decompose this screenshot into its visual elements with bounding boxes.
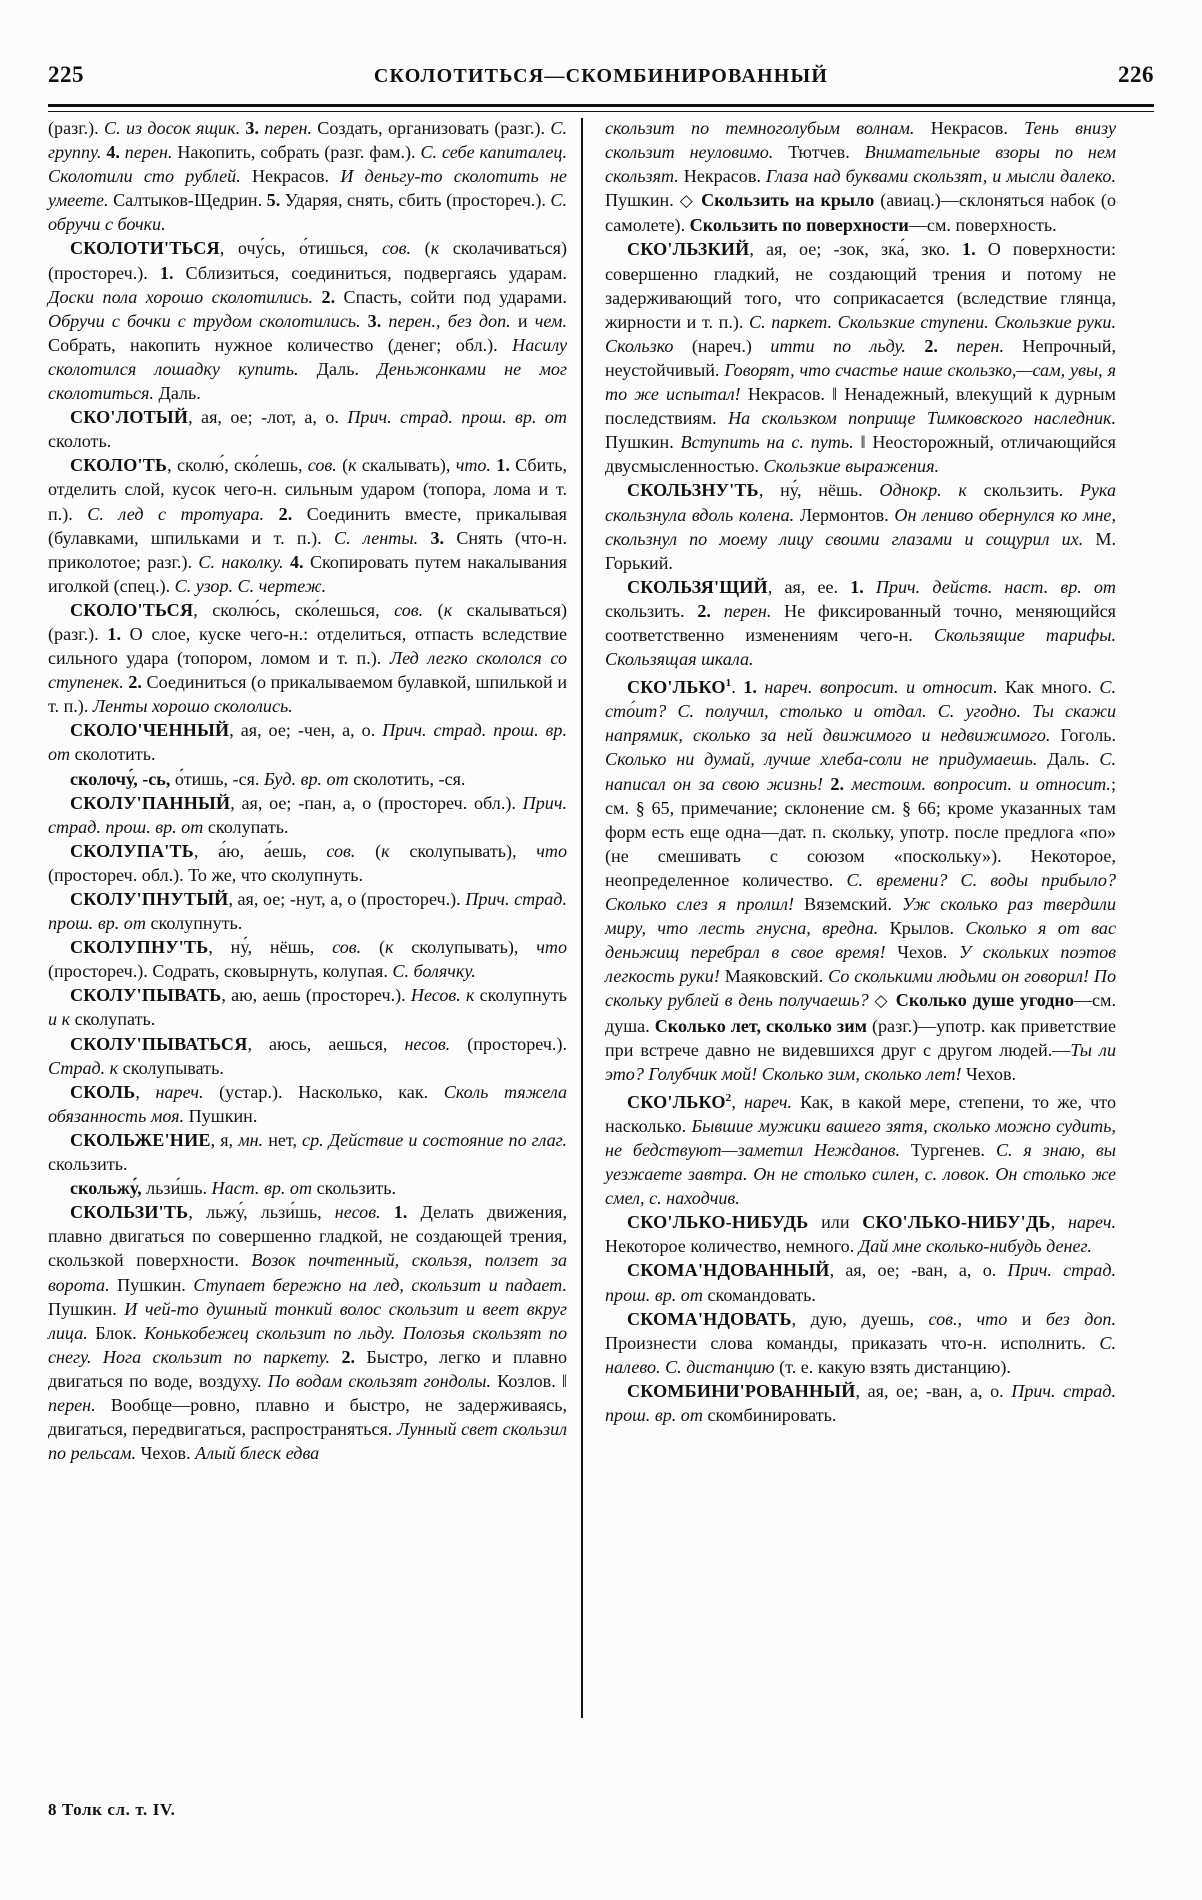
folio-left: 225 [48, 62, 84, 87]
dictionary-entry: СКОЛУ'ПАННЫЙ, ая, ое; -пан, а, о (простореч. обл.). Прич. страд. прош. вр. от сколупать. [48, 792, 567, 837]
dictionary-entry: СКО'ЛЬКО-НИБУДЬ или СКО'ЛЬКО-НИБУ'ДЬ, нареч. Некоторое количество, немного. Дай мне сколько-нибудь денег. [605, 1212, 1116, 1257]
dictionary-entry: СКОЛУ'ПЫВАТЬСЯ, аюсь, аешься, несов. (простореч.). Страд. к сколупывать. [48, 1033, 568, 1078]
page-footer: 8 Толк сл. т. IV. [48, 1800, 176, 1819]
dictionary-entry: СКО'ЛЬЗКИЙ, ая, ое; -зок, зка́, зко. 1. О поверхности: совершенно гладкий, не создающий трения и потому не задерживающий того, что соприкасается (вследствие глянца, жирности и т. п.). С. паркет. Скользкие ступени. Скользкие руки. Скользко (нареч.) итти по льду. 2. перен. Непрочный, неустойчивый. Говорят, что счастье наше скользко,—сам, увы, я то же испытал! Некрасов. ‖ Ненадежный, влекущий к дурным последствиям. На скользком поприще Тимковского наследник. Пушкин. Вступить на с. путь. ‖ Неосторожный, отличающийся двусмысленностью. Скользкие выражения. [605, 239, 1117, 477]
running-head [48, 62, 1154, 96]
dictionary-entry: СКОЛО'ЧЕННЫЙ, ая, ое; -чен, а, о. Прич. страд. прош. вр. от сколотить. [48, 720, 567, 765]
header-rule [48, 104, 1154, 112]
running-title: СКОЛОТИТЬСЯ—СКОМБИНИРОВАННЫЙ [373, 65, 829, 87]
dictionary-entry: СКОЛЬЗИ'ТЬ, льжу́, льзи́шь, несов. 1. Делать движения, плавно двигаться по совершенно гладкой, не создающей трения, скользкой поверхности. Возок почтенный, скользя, ползет за ворота. Пушкин. Ступает бережно на лед, скользит и падает. Пушкин. И чей-то душный тонкий волос скользит и веет вкруг лица. Блок. Конькобежец скользит по льду. Полозья скользят по снегу. Нога скользит по паркету. 2. Быстро, легко и плавно двигаться по воде, воздуху. По водам скользят гондолы. Козлов. ‖ перен. Вообще—ровно, плавно и быстро, не задерживаясь, двигаться, передвигаться, распространяться. Лунный свет скользил по рельсам. Чехов. Алый блеск едва [48, 1202, 568, 1464]
inflected-form-entry: сколочу́, -сь, о́тишь, -ся. Буд. вр. от сколотить, -ся. [70, 768, 466, 789]
entry-continuation: скользит по темноголубым волнам. Некрасов. Тень внизу скользит неуловимо. Тютчев. Внимательные взоры по нем скользят. Некрасов. Глаза над буквами скользят, и мысли далеко. Пушкин. ◇ Скользить на крыло (авиац.)—склоняться набок (о самолете). Скользить по поверхности—см. поверхность. [605, 118, 1116, 236]
dictionary-entry: СКОЛО'ТЬ, сколю́, ско́лешь, сов. (к скалывать), что. 1. Сбить, отделить слой, кусок чего-н. сильным ударом (топора, лома и т. п.). С. лед с тротуара. 2. Соединить вместе, прикалывая (булавками, шпильками и т. п.). С. ленты. 3. Снять (что-н. приколотое; разг.). С. наколку. 4. Скопировать путем накалывания иголкой (спец.). С. узор. С. чертеж. [48, 455, 567, 596]
dictionary-entry: СКО'ЛОТЫЙ, ая, ое; -лот, а, о. Прич. страд. прош. вр. от сколоть. [48, 407, 567, 452]
dictionary-entry: СКОЛОТИ'ТЬСЯ, очу́сь, о́тишься, сов. (к сколачиваться) (простореч.). 1. Сблизиться, соединиться, подвергаясь ударам. Доски пола хорошо сколотились. 2. Спасть, сойти под ударами. Обручи с бочки с трудом сколотились. 3. перен., без доп. и чем. Собрать, накопить нужное количество (денег; обл.). Насилу сколотился лошадку купить. Даль. Деньжонками не мог сколотиться. Даль. [48, 238, 568, 404]
dictionary-entry: СКОЛУПНУ'ТЬ, ну́, нёшь, сов. (к сколупывать), что (простореч.). Содрать, сковырнуть, колупая. С. болячку. [48, 937, 567, 982]
dictionary-entry: СКОЛЬЗЯ'ЩИЙ, ая, ее. 1. Прич. действ. наст. вр. от скользить. 2. перен. Не фиксированный точно, меняющийся соответственно изменениям чего-н. Скользящие тарифы. Скользящая шкала. [605, 576, 1117, 670]
dictionary-entry: СКОЛУПА'ТЬ, а́ю, а́ешь, сов. (к сколупывать), что (простореч. обл.). То же, что сколупнуть. [48, 840, 568, 885]
right-column [583, 116, 1116, 1776]
entry-continuation: (разг.). С. из досок ящик. 3. перен. Создать, организовать (разг.). С. группу. 4. перен. Накопить, собрать (разг. фам.). С. себе капиталец. Сколотили сто рублей. Некрасов. И деньгу-то сколотить не умеете. Салтыков-Щедрин. 5. Ударяя, снять, сбить (простореч.). С. обручи с бочки. [48, 118, 567, 235]
left-column [48, 116, 581, 1776]
two-column-body [48, 116, 1154, 1776]
dictionary-entry: СКОМА'НДОВАТЬ, дую, дуешь, сов., что и без доп. Произнести слова команды, приказать что-н. исполнить. С. налево. С. дистанцию (т. е. какую взять дистанцию). [605, 1308, 1116, 1377]
folio-right: 226 [1118, 62, 1154, 87]
dictionary-entry: СКОЛЬЖЕ'НИЕ, я, мн. нет, ср. Действие и состояние по глаг. скользить. [48, 1129, 567, 1175]
dictionary-entry: СКОЛЬЗНУ'ТЬ, ну́, нёшь. Однокр. к скользить. Рука скользнула вдоль колена. Лермонтов. Он лениво обернулся ко мне, скользнул по моему лицу своими глазами и сощурил их. М. Горький. [605, 480, 1116, 573]
dictionary-entry: СКОЛУ'ПЫВАТЬ, аю, аешь (простореч.). Несов. к сколупнуть и к сколупать. [48, 985, 567, 1030]
dictionary-entry: СКО'ЛЬКО$^1$. 1. нареч. вопросит. и относит. Как много. С. сто́ит? С. получил, столько и отдал. С. угодно. Ты скажи напрямик, сколько за ней движимого и недвижимого. Гоголь. Сколько ни думай, лучше хлеба-соли не придумаешь. Даль. С. написал он за свою жизнь! 2. местоим. вопросит. и относит.; см. § 65, примечание; склонение см. § 66; кроме указанных там форм есть еще одна—дат. п. скольку, употр. после предлога «по» (не смешивать с союзом «поскольку»). Некоторое, неопределенное количество. С. времени? С. воды прибыло? Сколько слез я пролил! Вяземский. Уж сколько раз твердили миру, что лесть гнусна, вредна. Крылов. Сколько я от вас деньжищ перебрал в свое время! Чехов. У скольких поэтов легкость руки! Маяковский. Со сколькими людьми он говорил! По скольку рублей в день получаешь? ◇ Сколько душе угодно—см. душа. Сколько лет, сколько зим (разг.)—употр. как приветствие при встрече давно не видевшихся друг с другом людей.—Ты ли это? Голубчик мой! Сколько зим, сколько лет! Чехов. [605, 677, 1117, 1084]
dictionary-entry: СКОЛУ'ПНУТЫЙ, ая, ое; -нут, а, о (простореч.). Прич. страд. прош. вр. от сколупнуть. [48, 889, 567, 934]
dictionary-entry: СКОМА'НДОВАННЫЙ, ая, ое; -ван, а, о. Прич. страд. прош. вр. от скомандовать. [605, 1260, 1116, 1305]
dictionary-entry: СКО'ЛЬКО$^2$, нареч. Как, в какой мере, степени, то же, что насколько. Бывшие мужики вашего зятя, сколько можно судить, не бедствуют—заметил Нежданов. Тургенев. С. я знаю, вы уезжаете завтра. Он не столько силен, с. ловок. Он столько же смел, с. находчив. [605, 1091, 1117, 1209]
dictionary-entry: СКОЛО'ТЬСЯ, сколю́сь, ско́лешься, сов. (к скалываться) (разг.). 1. О слое, куске чего-н.: отделиться, отпасть вследствие сильного удара (топором, ломом и т. п.). Лед легко скололся со ступенек. 2. Соединиться (о прикалываемом булавкой, шпилькой и т. п.). Ленты хорошо скололись. [48, 599, 567, 717]
dictionary-entry: СКОЛЬ, нареч. (устар.). Насколько, как. Сколь тяжела обязанность моя. Пушкин. [48, 1081, 567, 1126]
dictionary-entry: СКОМБИНИ'РОВАННЫЙ, ая, ое; -ван, а, о. Прич. страд. прош. вр. от скомбинировать. [605, 1380, 1116, 1426]
inflected-form-entry: скольжу́, льзи́шь. Наст. вр. от скользить. [70, 1178, 397, 1199]
